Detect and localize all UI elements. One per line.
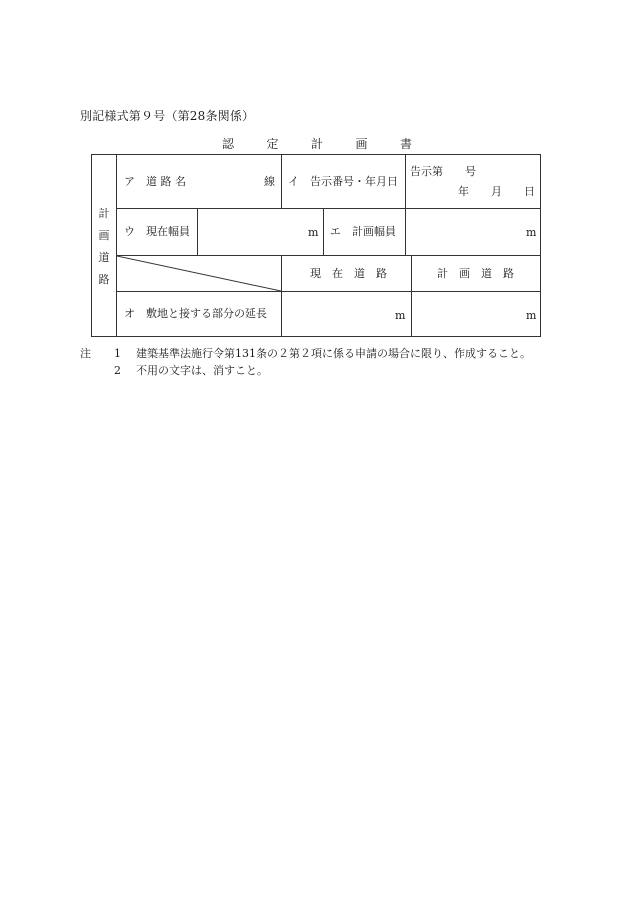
- planned-width-unit: m: [526, 226, 537, 239]
- title-char: 画: [355, 137, 368, 151]
- note-item: [80, 362, 531, 379]
- table-divider: [116, 208, 540, 209]
- vertical-label-char: 計: [98, 206, 110, 220]
- road-name-suffix: 線: [264, 175, 275, 188]
- table-divider: [405, 155, 406, 208]
- table-divider: [197, 208, 198, 255]
- note-item: [80, 345, 531, 362]
- notice-date-field: 年 月 日: [458, 185, 535, 198]
- current-road-header: 現 在 道 路: [310, 267, 387, 280]
- current-width-label: ウ 現在幅員: [124, 225, 190, 238]
- table-divider: [323, 208, 324, 255]
- table-divider: [116, 155, 117, 336]
- current-width-unit: m: [308, 226, 319, 239]
- planned-width-label: エ 計画幅員: [330, 225, 396, 238]
- note-text: 不用の文字は、消すこと。: [136, 364, 268, 377]
- title-char: 定: [266, 137, 279, 151]
- title-char: 計: [310, 137, 323, 151]
- note-number: 2: [114, 364, 121, 377]
- vertical-label-char: 道: [98, 250, 110, 264]
- table-divider: [281, 155, 282, 208]
- form-number: 別記様式第９号（第28条関係）: [80, 109, 255, 123]
- vertical-label-char: 路: [98, 272, 110, 286]
- title-char: 書: [399, 137, 412, 151]
- vertical-label-char: 画: [98, 228, 110, 242]
- notes-heading: 注: [80, 347, 91, 360]
- notes: [80, 345, 531, 379]
- note-text: 建築基準法施行令第131条の２第２項に係る申請の場合に限り、作成すること。: [136, 347, 531, 360]
- planned-road-header: 計 画 道 路: [437, 267, 514, 280]
- frontage-length-label: オ 敷地と接する部分の延長: [124, 307, 267, 320]
- table-divider: [116, 291, 540, 292]
- planned-road-vertical-label: [92, 155, 116, 336]
- note-number: 1: [114, 347, 121, 360]
- road-name-label: ア 道 路 名: [124, 175, 186, 188]
- table-divider: [411, 255, 412, 336]
- table-divider: [405, 208, 406, 255]
- planned-road-length-unit: m: [526, 309, 537, 322]
- notice-number-field: 告示第 号: [410, 165, 476, 178]
- certification-plan-table: [91, 154, 541, 337]
- diagonal-slash: [117, 256, 281, 291]
- document-title: [222, 135, 412, 152]
- table-divider: [281, 255, 282, 336]
- title-char: 認: [222, 137, 235, 151]
- notice-number-date-label: イ 告示番号・年月日: [288, 175, 398, 188]
- current-road-length-unit: m: [395, 309, 406, 322]
